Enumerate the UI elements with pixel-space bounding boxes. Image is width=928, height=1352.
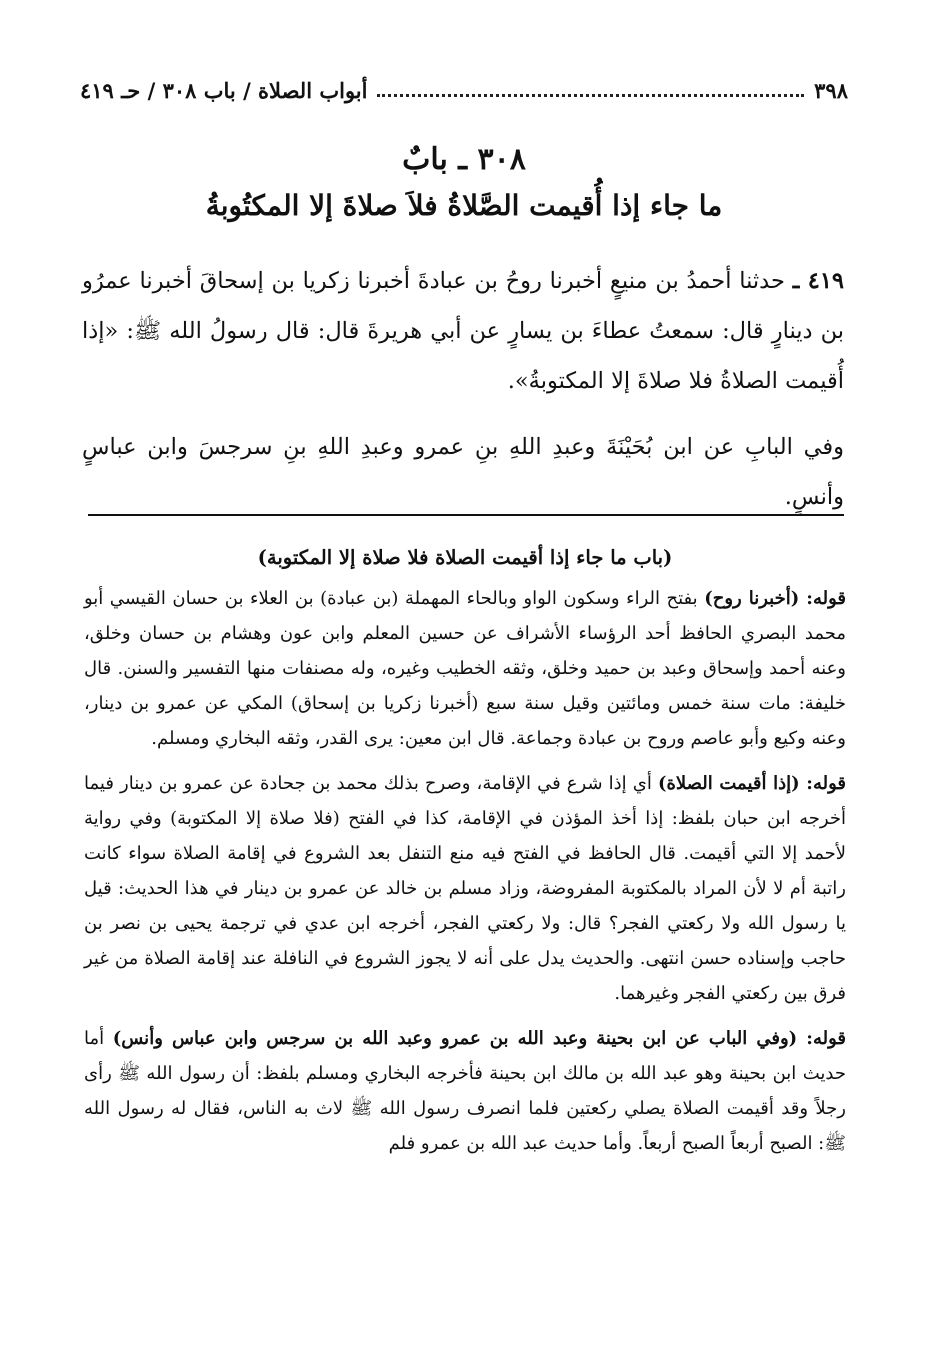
hadith-block <box>82 256 844 522</box>
commentary-lead: قوله: (وفي الباب عن ابن بحينة وعبد الله بن عمرو وعبد الله بن سرجس وابن عباس وأنس) <box>112 1028 846 1049</box>
commentary-paragraph <box>84 581 846 756</box>
commentary-paragraph <box>84 1021 846 1161</box>
hadith-paragraph <box>82 256 844 406</box>
bab-note: وفي البابِ عن ابن بُحَيْنَةَ وعبدِ اللهِ بنِ عمرو وعبدِ اللهِ بنِ سرجسَ وابن عباسٍ وأنسٍ. <box>82 434 844 510</box>
running-header-title: أبواب الصلاة / باب ٣٠٨ / حـ ٤١٩ <box>80 77 368 103</box>
chapter-title: ما جاء إذا أُقيمت الصَّلاةُ فلاَ صلاةَ إلا المكتُوبةُ <box>205 189 723 222</box>
hadith-number: ٤١٩ ـ <box>792 268 845 294</box>
chapter-heading <box>80 138 848 228</box>
header-dot-leader <box>377 94 804 97</box>
commentary-lead: قوله: (إذا أقيمت الصلاة) <box>657 773 846 794</box>
chapter-number: ٣٠٨ ـ بابٌ <box>402 142 526 177</box>
commentary-text: أي إذا شرع في الإقامة، وصرح بذلك محمد بن جحادة عن عمرو بن دينار فيما أخرجه ابن حبان بلفظ: إذا أخذ المؤذن في الإقامة، كذا في الفتح (فلا صلاة إلا المكتوبة) وفي رواية لأحمد إلا التي أقيمت. قال الحافظ في الفتح فيه منع التنفل بعد الشروع في إقامة الصلاة سواء كانت راتبة أم لا لأن المراد بالمكتوبة المفروضة، وزاد مسلم بن خالد عن عمرو بن دينار في هذا الحديث: قيل يا رسول الله ولا ركعتي الفجر؟ قال: ولا ركعتي الفجر، أخرجه ابن عدي في ترجمة يحيى بن نصر بن حاجب وإسناده حسن انتهى. والحديث يدل على أنه لا يجوز الشروع في النافلة عند إقامة الصلاة من غير فرق بين ركعتي الفجر وغيرهما. <box>84 773 846 1004</box>
commentary-heading: (باب ما جاء إذا أقيمت الصلاة فلا صلاة إلا المكتوبة) <box>257 546 673 569</box>
section-divider <box>88 514 844 516</box>
commentary-paragraph <box>84 766 846 1011</box>
commentary-text: أما حديث ابن بحينة وهو عبد الله بن مالك ابن بحينة فأخرجه البخاري ومسلم بلفظ: أن رسول الله ﷺ رأى رجلاً وقد أقيمت الصلاة يصلي ركعتين فلما انصرف رسول الله ﷺ لاث به الناس، فقال له رسول الله ﷺ: الصبح أربعاً الصبح أربعاً. وأما حديث عبد الله بن عمرو فلم <box>84 1028 846 1154</box>
commentary-text: بفتح الراء وسكون الواو وبالحاء المهملة (بن عبادة) بن العلاء بن حسان القيسي أبو محمد البصري الحافظ أحد الرؤساء الأشراف عن حسين المعلم وابن عون وهشام بن حسان وخلق، وعنه أحمد وإسحاق وعبد بن حميد وخلق، وثقه الخطيب وغيره، وله مصنفات منها التفسير والسنن. قال خليفة: مات سنة خمس ومائتين وقيل سنة سبع (أخبرنا زكريا بن إسحاق) المكي عن عمرو بن دينار، وعنه وكيع وأبو عاصم وروح بن عبادة وجماعة. قال ابن معين: يرى القدر، وثقه البخاري ومسلم. <box>84 588 846 749</box>
hadith-text: حدثنا أحمدُ بن منيعٍ أخبرنا روحُ بن عبادةَ أخبرنا زكريا بن إسحاقَ أخبرنا عمرُو بن دينارٍ قال: سمعتُ عطاءَ بن يسارٍ عن أبي هريرةَ قال: قال رسولُ الله ﷺ: «إذا أُقيمت الصلاةُ فلا صلاةَ إلا المكتوبةُ». <box>82 268 844 394</box>
page-number: ٣٩٨ <box>814 77 848 103</box>
commentary-block <box>84 540 846 1171</box>
running-header <box>80 72 848 108</box>
commentary-lead: قوله: (أخبرنا روح) <box>704 588 846 609</box>
